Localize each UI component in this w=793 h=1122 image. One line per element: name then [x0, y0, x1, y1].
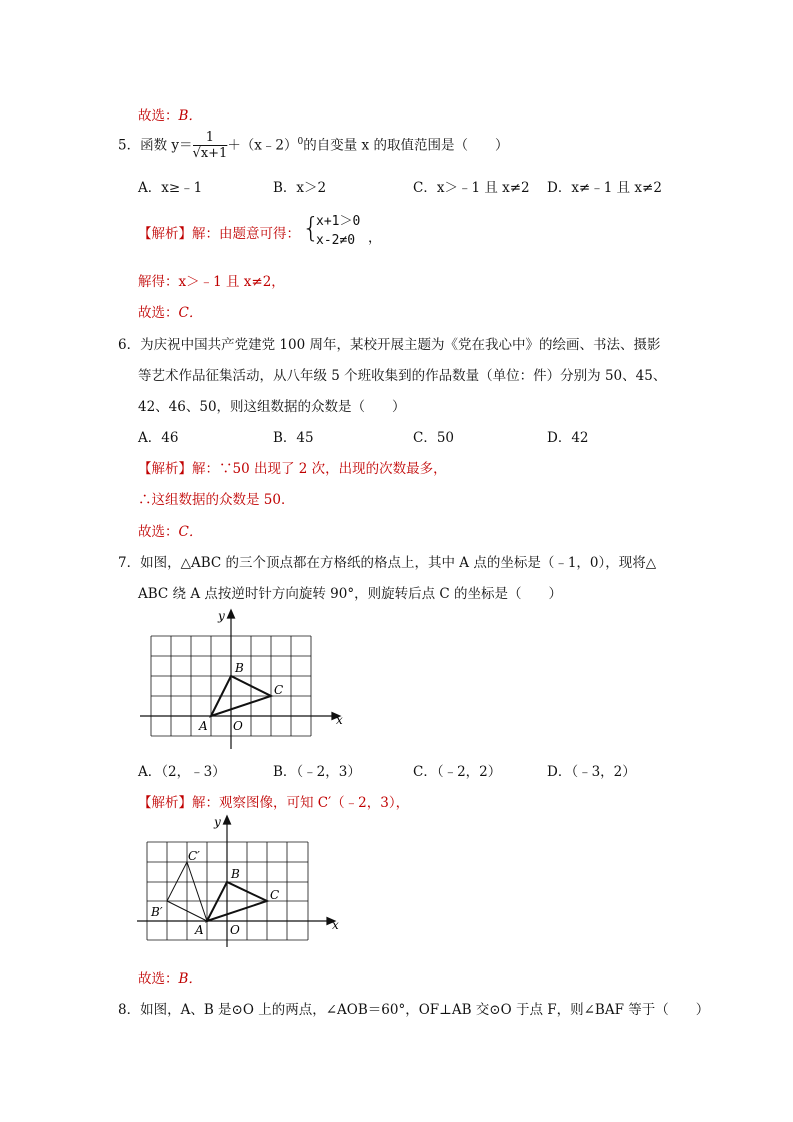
q5-system-tail: ，: [368, 230, 382, 246]
q7-conclusion: [138, 967, 202, 987]
q8-number: 8．: [118, 1002, 141, 1018]
q5-conclusion-prefix: 故选：: [138, 305, 179, 321]
q7-conclusion-answer: B．: [178, 971, 202, 987]
q5-frac-den-radicand: x+1: [200, 146, 228, 161]
q5-text-a: 函数 y＝: [140, 137, 193, 154]
q6-line2: 等艺术作品征集活动，从八年级 5 个班收集到的作品数量（单位：件）分别为 50、45、: [138, 368, 667, 384]
q5-option-c: C．x＞﹣1 且 x≠2: [413, 180, 530, 196]
q7-fig1-label-a: A: [199, 719, 208, 733]
q4-conclusion-prefix: 故选：: [138, 108, 179, 124]
q5-system-line1: x+1＞0: [316, 214, 361, 229]
q7-figure-2: [137, 812, 352, 947]
q6-option-a: A．46: [138, 430, 179, 446]
q8-stem: [118, 998, 709, 1018]
q7-option-a: A．（2，﹣3）: [138, 764, 226, 780]
q7-figure-1: [140, 604, 350, 749]
q6-line3: 42、46、50，则这组数据的众数是（ ）: [138, 399, 406, 415]
q4-conclusion-answer: B．: [178, 108, 202, 124]
q7-fig1-y-arrow: [228, 610, 235, 618]
q7-number: 7．: [118, 555, 141, 571]
q6-conclusion-answer: C．: [178, 524, 203, 540]
q7-fig2-label-a: A: [195, 923, 204, 937]
q6-option-d: D．42: [547, 430, 589, 446]
q7-conclusion-prefix: 故选：: [138, 971, 179, 987]
q7-fig1-label-o: O: [233, 719, 243, 733]
q5-analysis-text: 解：由题意可得：: [192, 226, 300, 242]
q6-analysis: [138, 457, 447, 477]
q6-option-b: B．45: [273, 430, 314, 446]
q7-fig2-triangle-abc: [207, 882, 267, 921]
q5-stem: [118, 130, 508, 162]
q7-analysis-text: 解：观察图像，可知 C′（﹣2，3），: [192, 795, 410, 811]
q6-line1: [118, 333, 660, 353]
q5-frac-num: 1: [193, 130, 228, 146]
q7-line2: ABC 绕 A 点按逆时针方向旋转 90°，则旋转后点 C 的坐标是（ ）: [138, 586, 563, 602]
q5-fraction: [193, 130, 228, 162]
q7-fig2-y-arrow: [224, 816, 231, 824]
q7-option-b: B．（﹣2，3）: [273, 764, 361, 780]
q5-conclusion-answer: C．: [178, 305, 203, 321]
q7-analysis-tag: 【解析】: [138, 795, 192, 811]
q5-option-a: A．x≥﹣1: [138, 180, 203, 196]
q6-number: 6．: [118, 337, 141, 353]
q8-text: 如图，A、B 是⊙O 上的两点，∠AOB＝60°，OF⊥AB 交⊙O 于点 F，则∠BAF 等于（ ）: [140, 1002, 710, 1018]
q7-line1: [118, 551, 656, 571]
q7-analysis: [138, 791, 409, 811]
q6-analysis-tag: 【解析】: [138, 461, 192, 477]
q5-sup: 0: [297, 137, 304, 147]
q5-analysis: [138, 222, 300, 242]
q7-option-c: C．（﹣2，2）: [413, 764, 502, 780]
q6-option-c: C．50: [413, 430, 455, 446]
q6-line1-text: 为庆祝中国共产党建党 100 周年，某校开展主题为《党在我心中》的绘画、书法、摄影: [140, 337, 661, 353]
q4-conclusion: [138, 104, 202, 124]
q7-fig2-label-o: O: [230, 923, 240, 937]
q6-analysis-line2: ∴这组数据的众数是 50．: [138, 492, 295, 508]
q7-fig2-label-y: y: [214, 815, 221, 829]
q5-conclusion: [138, 301, 202, 321]
q5-frac-den: √x+1: [192, 146, 228, 161]
q5-text-b: ＋（x﹣2）: [227, 137, 298, 154]
q7-fig1-label-c: C: [274, 683, 284, 697]
q5-number: 5．: [118, 137, 141, 154]
q5-option-d: D．x≠﹣1 且 x≠2: [547, 180, 662, 196]
q5-text-c: 的自变量 x 的取值范围是（ ）: [303, 137, 509, 154]
q5-analysis-tag: 【解析】: [138, 226, 192, 242]
q6-conclusion-prefix: 故选：: [138, 524, 179, 540]
q7-fig2-label-x: x: [332, 918, 339, 932]
q5-system-line2: x-2≠0: [316, 233, 356, 248]
q7-fig2-label-b-prime: B′: [151, 905, 163, 919]
q7-fig2-label-c-prime: C′: [188, 849, 200, 863]
q7-option-d: D．（﹣3，2）: [547, 764, 636, 780]
q5-option-b: B．x＞2: [273, 180, 327, 196]
q7-fig2-label-b: B: [231, 867, 240, 881]
q7-fig1-label-y: y: [218, 609, 225, 623]
q7-fig1-label-x: x: [336, 713, 343, 727]
q7-fig1-label-b: B: [235, 661, 244, 675]
q6-analysis-text: 解：∵50 出现了 2 次，出现的次数最多，: [192, 461, 447, 477]
q6-conclusion: [138, 520, 202, 540]
q5-system-brace: {: [302, 211, 320, 244]
q5-solve: 解得：x＞﹣1 且 x≠2，: [138, 274, 285, 290]
q7-line1-text: 如图，△ABC 的三个顶点都在方格纸的格点上，其中 A 点的坐标是（﹣1，0），现将△: [140, 555, 657, 571]
q7-fig2-label-c: C: [270, 888, 280, 902]
